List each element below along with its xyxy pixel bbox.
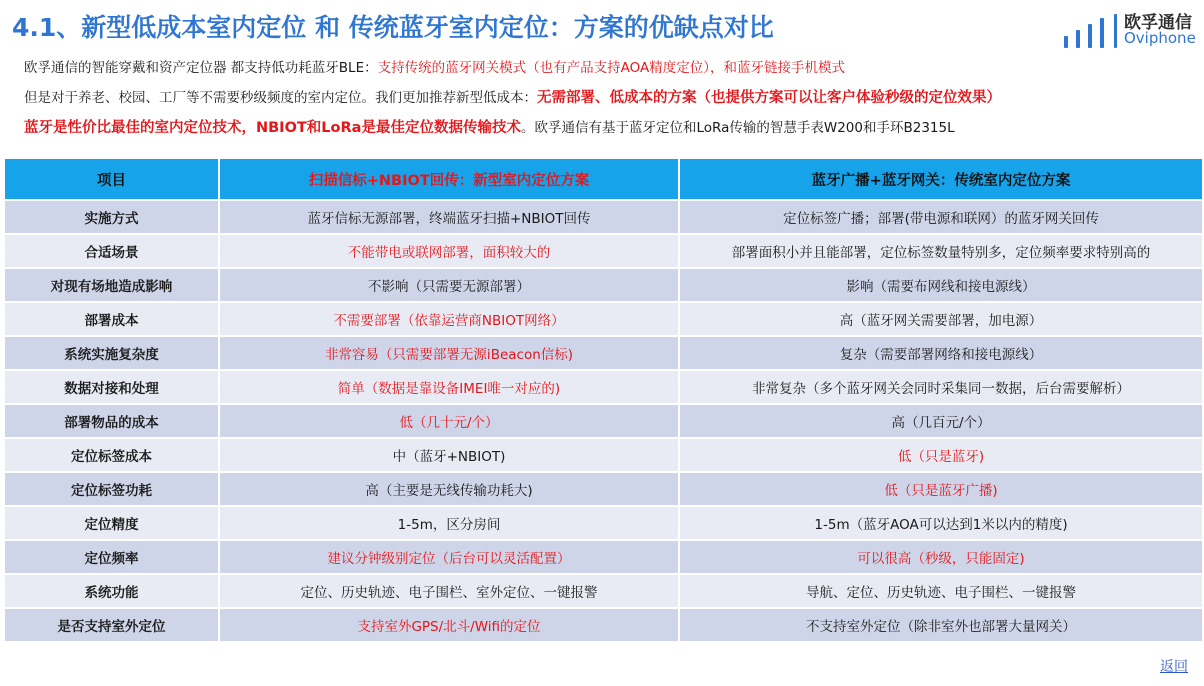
intro-line-1-text: 欧孚通信的智能穿戴和资产定位器 都支持低功耗蓝牙BLE： — [24, 60, 378, 76]
table-row — [4, 404, 1203, 438]
logo-name-cn: 欧孚通信 — [1124, 13, 1192, 33]
row-item-label: 定位精度 — [4, 506, 219, 540]
row-new-solution-cell: 建议分钟级别定位（后台可以灵活配置） — [219, 540, 679, 574]
table-header-row — [4, 158, 1203, 200]
row-traditional-solution-cell: 低（只是蓝牙) — [679, 438, 1203, 472]
row-new-solution-cell: 1-5m，区分房间 — [219, 506, 679, 540]
intro-line-2-highlight: 无需部署、低成本的方案（也提供方案可以让客户体验秒级的定位效果） — [537, 90, 1001, 106]
row-traditional-solution-cell: 不支持室外定位（除非室外也部署大量网关） — [679, 608, 1203, 642]
table-row — [4, 200, 1203, 234]
header-traditional-solution: 蓝牙广播+蓝牙网关：传统室内定位方案 — [679, 158, 1203, 200]
row-item-label: 系统实施复杂度 — [4, 336, 219, 370]
table-row — [4, 506, 1203, 540]
table-row — [4, 302, 1203, 336]
row-item-label: 系统功能 — [4, 574, 219, 608]
intro-line-3-text: 。欧孚通信有基于蓝牙定位和LoRa传输的智慧手表W200和手环B2315L — [520, 120, 955, 136]
table-row — [4, 608, 1203, 642]
row-new-solution-cell: 不影响（只需要无源部署） — [219, 268, 679, 302]
table-body — [4, 200, 1203, 642]
back-link[interactable]: 返回 — [1160, 659, 1188, 675]
intro-line-1-highlight: 支持传统的蓝牙网关模式（也有产品支持AOA精度定位），和蓝牙链接手机模式 — [377, 60, 845, 76]
row-traditional-solution-cell: 导航、定位、历史轨迹、电子围栏、一键报警 — [679, 574, 1203, 608]
row-item-label: 部署成本 — [4, 302, 219, 336]
row-item-label: 部署物品的成本 — [4, 404, 219, 438]
comparison-table — [3, 157, 1204, 643]
intro-line-2 — [24, 86, 1001, 107]
intro-line-2-text: 但是对于养老、校园、工厂等不需要秒级频度的室内定位。我们更加推荐新型低成本： — [24, 90, 537, 106]
intro-line-1 — [24, 56, 845, 76]
company-logo — [1060, 8, 1200, 48]
row-item-label: 对现有场地造成影响 — [4, 268, 219, 302]
row-traditional-solution-cell: 影响（需要布网线和接电源线） — [679, 268, 1203, 302]
row-new-solution-cell: 不需要部署（依靠运营商NBIOT网络） — [219, 302, 679, 336]
row-traditional-solution-cell: 部署面积小并且能部署，定位标签数量特别多，定位频率要求特别高的 — [679, 234, 1203, 268]
row-new-solution-cell: 非常容易（只需要部署无源iBeacon信标) — [219, 336, 679, 370]
row-item-label: 定位标签功耗 — [4, 472, 219, 506]
row-new-solution-cell: 蓝牙信标无源部署，终端蓝牙扫描+NBIOT回传 — [219, 200, 679, 234]
row-new-solution-cell: 不能带电或联网部署，面积较大的 — [219, 234, 679, 268]
row-item-label: 定位频率 — [4, 540, 219, 574]
table-row — [4, 336, 1203, 370]
logo-name-en: Oviphone — [1124, 29, 1196, 47]
intro-line-3-highlight: 蓝牙是性价比最佳的室内定位技术，NBIOT和LoRa是最佳定位数据传输技术 — [24, 120, 521, 136]
header-new-solution: 扫描信标+NBIOT回传：新型室内定位方案 — [219, 158, 679, 200]
intro-line-3 — [24, 116, 955, 137]
row-item-label: 实施方式 — [4, 200, 219, 234]
row-item-label: 合适场景 — [4, 234, 219, 268]
header-item: 项目 — [4, 158, 219, 200]
row-item-label: 是否支持室外定位 — [4, 608, 219, 642]
table-row — [4, 370, 1203, 404]
row-traditional-solution-cell: 复杂（需要部署网络和接电源线） — [679, 336, 1203, 370]
row-new-solution-cell: 高（主要是无线传输功耗大) — [219, 472, 679, 506]
table-row — [4, 438, 1203, 472]
row-item-label: 定位标签成本 — [4, 438, 219, 472]
table-row — [4, 268, 1203, 302]
page-title: 4.1、新型低成本室内定位 和 传统蓝牙室内定位：方案的优缺点对比 — [12, 13, 774, 42]
table-row — [4, 234, 1203, 268]
table-row — [4, 472, 1203, 506]
row-traditional-solution-cell: 1-5m（蓝牙AOA可以达到1米以内的精度) — [679, 506, 1203, 540]
row-traditional-solution-cell: 低（只是蓝牙广播) — [679, 472, 1203, 506]
row-traditional-solution-cell: 非常复杂（多个蓝牙网关会同时采集同一数据，后台需要解析） — [679, 370, 1203, 404]
row-traditional-solution-cell: 高（几百元/个） — [679, 404, 1203, 438]
row-traditional-solution-cell: 可以很高（秒级，只能固定) — [679, 540, 1203, 574]
table-row — [4, 574, 1203, 608]
signal-bars-icon — [1064, 14, 1116, 48]
row-new-solution-cell: 中（蓝牙+NBIOT) — [219, 438, 679, 472]
row-new-solution-cell: 定位、历史轨迹、电子围栏、室外定位、一键报警 — [219, 574, 679, 608]
row-traditional-solution-cell: 高（蓝牙网关需要部署，加电源） — [679, 302, 1203, 336]
row-traditional-solution-cell: 定位标签广播；部署(带电源和联网）的蓝牙网关回传 — [679, 200, 1203, 234]
row-new-solution-cell: 支持室外GPS/北斗/Wifi的定位 — [219, 608, 679, 642]
row-new-solution-cell: 简单（数据是靠设备IMEI唯一对应的) — [219, 370, 679, 404]
row-item-label: 数据对接和处理 — [4, 370, 219, 404]
row-new-solution-cell: 低（几十元/个） — [219, 404, 679, 438]
table-row — [4, 540, 1203, 574]
